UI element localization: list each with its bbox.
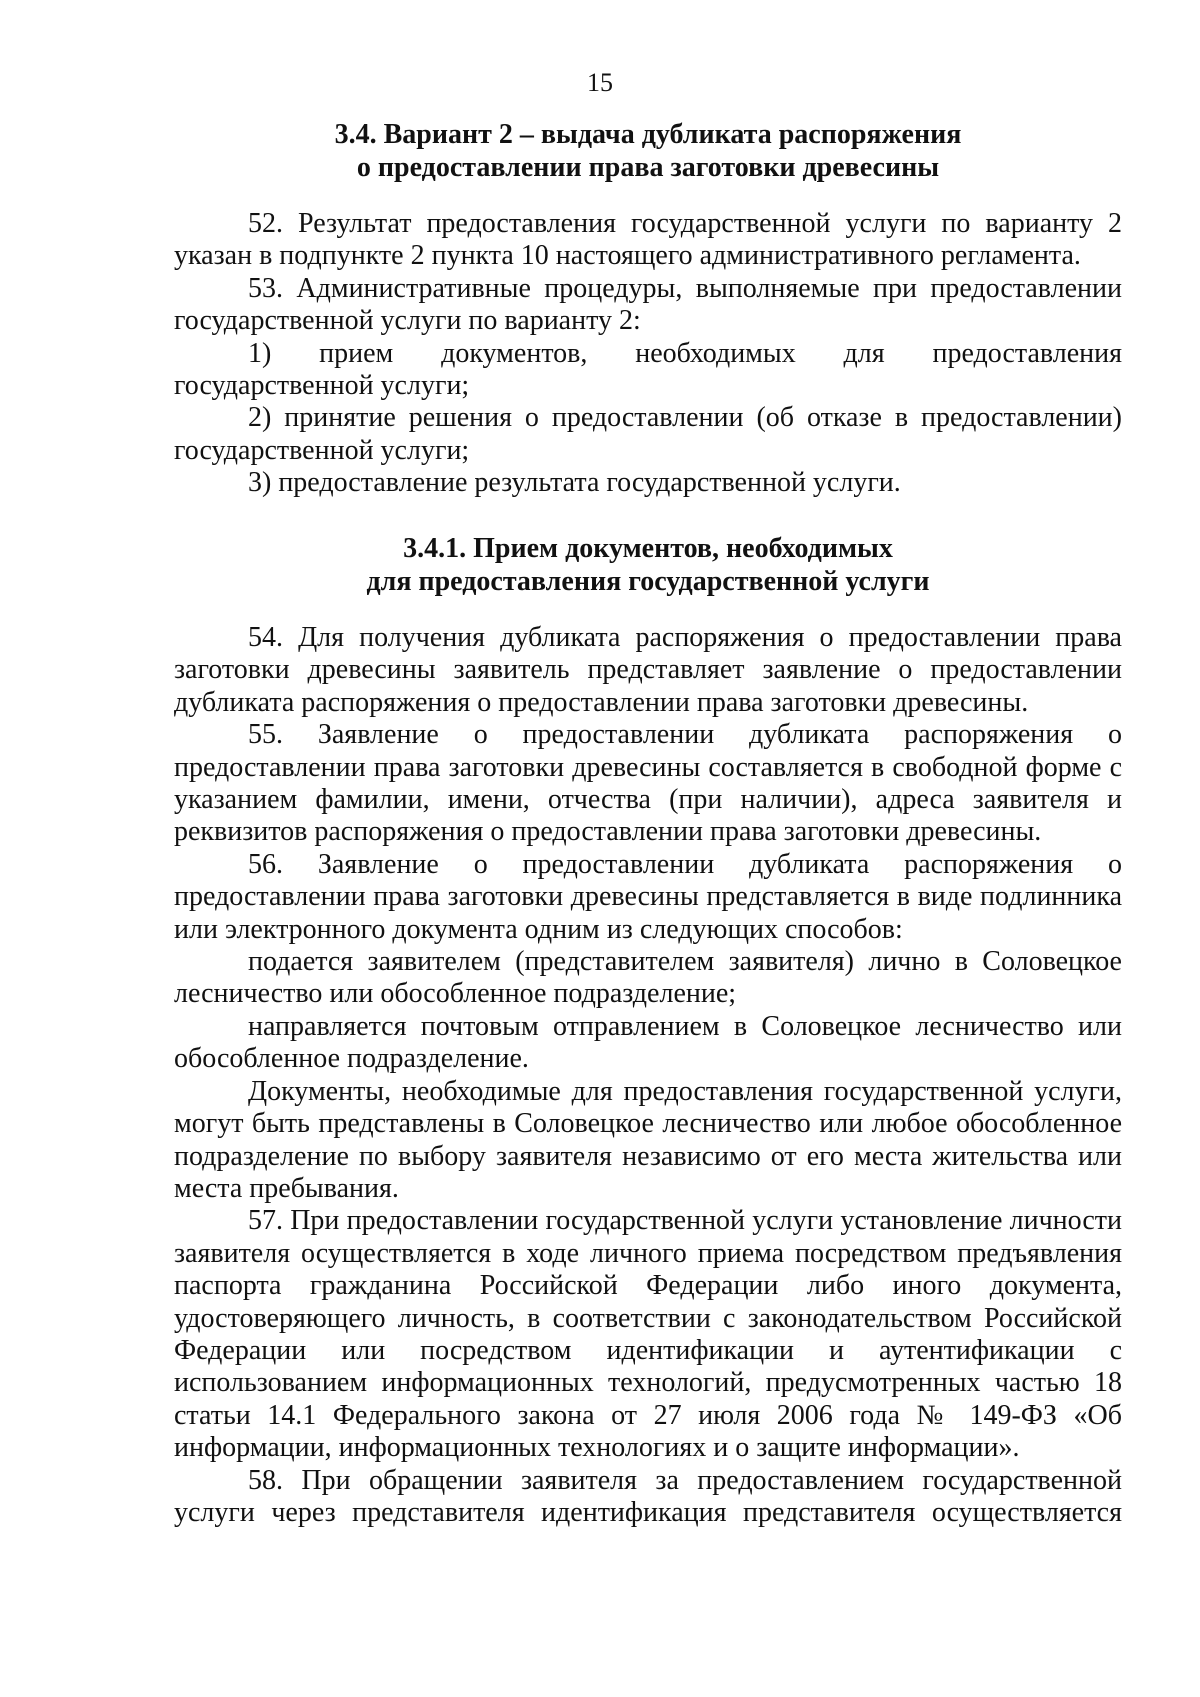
subsection-heading-line-1: 3.4.1. Прием документов, необходимых xyxy=(403,533,893,564)
section-heading-line-1: 3.4. Вариант 2 – выдача дубликата распоряжения xyxy=(334,119,962,150)
paragraph-52: 52. Результат предоставления государственной услуги по варианту 2 указан в подпункте 2 пункта 10 настоящего административного регламента. xyxy=(174,208,1122,272)
paragraph-56: 56. Заявление о предоставлении дубликата распоряжения о предоставлении права заготовки древесины представляется в виде подлинника или электронного документа одним из следующих способов: xyxy=(174,848,1122,945)
paragraph-54: 54. Для получения дубликата распоряжения о предоставлении права заготовки древесины заявитель представляет заявление о предоставлении дубликата распоряжения о предоставлении права заготовки древесины. xyxy=(174,622,1122,718)
page-number: 15 xyxy=(587,68,613,97)
method-by-mail: направляется почтовым отправлением в Соловецкое лесничество или обособленное подразделение. xyxy=(174,1010,1122,1075)
method-in-person: подается заявителем (представителем заявителя) лично в Соловецкое лесничество или обособленное подразделение; xyxy=(174,946,1122,1010)
list-item-3: 3) предоставление результата государственной услуги. xyxy=(248,467,901,499)
paragraph-53: 53. Административные процедуры, выполняемые при предоставлении государственной услуги по варианту 2: xyxy=(174,272,1122,337)
paragraph-58: 58. При обращении заявителя за предоставлением государственной услуги через представителя идентификация представителя осуществляется xyxy=(174,1464,1122,1528)
paragraph-55: 55. Заявление о предоставлении дубликата распоряжения о предоставлении права заготовки древесины составляется в свободной форме с указанием фамилии, имени, отчества (при наличии), адреса заявителя и реквизитов распоряжения о предоставлении права заготовки древесины. xyxy=(174,719,1122,848)
paragraph-documents: Документы, необходимые для предоставления государственной услуги, могут быть представлены в Соловецкое лесничество или любое обособленное подразделение по выбору заявителя независимо от его места жительства или места пребывания. xyxy=(174,1075,1122,1204)
subsection-heading xyxy=(174,532,1122,598)
section-body-1 xyxy=(174,208,1122,500)
section-heading xyxy=(174,118,1122,184)
list-item-2: 2) принятие решения о предоставлении (об отказе в предоставлении) государственной услуги; xyxy=(174,402,1122,466)
section-body-2 xyxy=(174,622,1122,1529)
list-item-1: 1) прием документов, необходимых для предоставления государственной услуги; xyxy=(174,337,1122,402)
section-heading-line-2: о предоставлении права заготовки древесины xyxy=(356,152,940,183)
paragraph-57: 57. При предоставлении государственной услуги установление личности заявителя осуществляется в ходе личного приема посредством предъявления паспорта гражданина Российской Федерации либо иного документа, удостоверяющего личность, в соответствии с законодательством Российской Федерации или посредством идентификации и аутентификации с использованием информационных технологий, предусмотренных частью 18 статьи 14.1 Федерального закона от 27 июля 2006 года № 149-ФЗ «Об информации, информационных технологиях и о защите информации». xyxy=(174,1205,1122,1464)
subsection-heading-line-2: для предоставления государственной услуги xyxy=(366,566,930,597)
